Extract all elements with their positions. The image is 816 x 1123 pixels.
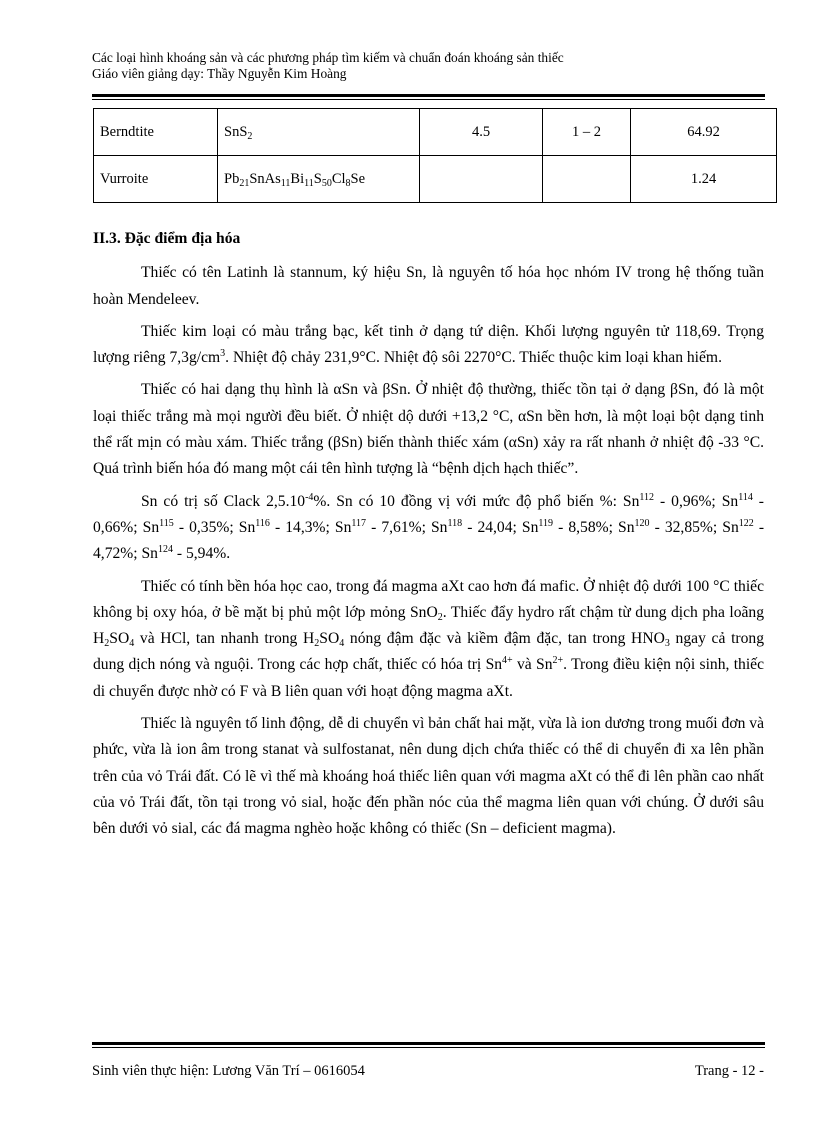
mineral-name-cell: Berndtite <box>94 109 218 156</box>
paragraph: Thiếc có tên Latinh là stannum, ký hiệu Sn, là nguyên tố hóa học nhóm IV trong hệ thống tuần hoàn Mendeleev. <box>93 264 764 308</box>
superscript: 122 <box>738 517 754 529</box>
minerals-table <box>93 108 777 203</box>
subscript: 21 <box>239 177 250 189</box>
table-row <box>94 109 777 156</box>
formula-cell: $Pb_{21}SnAs_{11}Bi_{11}S_{50}Cl_8Se$ <box>218 156 420 203</box>
subscript: 2 <box>247 130 253 142</box>
footer-author: Sinh viên thực hiện: Lương Văn Trí – 0616054 <box>92 1063 365 1079</box>
superscript: 119 <box>538 517 554 529</box>
header-rule-thin <box>92 99 765 100</box>
superscript: 2+ <box>552 655 564 667</box>
subscript: 2 <box>314 638 320 650</box>
superscript: 120 <box>634 517 650 529</box>
paragraph: Thiếc có tính bền hóa học cao, trong đá magma aXt cao hơn đá mafic. Ở nhiệt độ dưới 100 °C thiếc không bị oxy hóa, ở bề mặt bị phủ một lớp mỏng SnO$_2$. Thiếc đẩy hydro rất chậm từ dung dịch pha loãng $H_2SO_4$ và HCl, tan nhanh trong $H_2SO_4$ nóng đậm đặc và kiềm đậm đặc, tan trong $HNO_3$ ngay cả trong dung dịch nóng và nguội. Trong các hợp chất, thiếc có hóa trị $Sn^{4+}$ và $Sn^{2+}$. Trong điều kiện nội sinh, thiếc di chuyển được nhờ có F và B liên quan với hoạt động magma aXt. <box>93 577 765 700</box>
hardness-cell <box>420 156 543 203</box>
subscript: 50 <box>321 177 332 189</box>
superscript: 116 <box>255 517 270 529</box>
page-body <box>93 226 764 849</box>
superscript: 3 <box>220 348 226 360</box>
page-header <box>92 50 772 82</box>
superscript: 115 <box>159 517 174 529</box>
subscript: 3 <box>664 638 670 650</box>
footer-rule-thin <box>92 1047 765 1048</box>
section-title: II.3. Đặc điểm địa hóa <box>93 230 241 247</box>
paragraph: Thiếc là nguyên tố linh động, dễ di chuyển vì bản chất hai mặt, vừa là ion dương trong muối đơn và phức, vừa là ion âm trong stanat và sulfostanat, nên dung dịch chứa thiếc có thể di chuyển đi xa lên phần trên của vỏ Trái đất. Có lẽ vì thế mà khoáng hoá thiếc liên quan với magma aXt có thể đi lên phần cao nhất của vỏ Trái đất, tồn tại trong vỏ sial, hoặc đến phần nóc của thể magma liên quan với chúng. Ở dưới sâu bên dưới vỏ sial, các đá magma nghèo hoặc không có thiếc (Sn – deficient magma). <box>93 715 764 838</box>
superscript: 118 <box>447 517 463 529</box>
subscript: 4 <box>129 638 135 650</box>
subscript: 2 <box>437 611 443 623</box>
density-cell <box>543 156 631 203</box>
paragraph: Thiếc kim loại có màu trắng bạc, kết tinh ở dạng tứ diện. Khối lượng nguyên tử 118,69. Trọng lượng riêng $7,3g/cm^3$. Nhiệt độ chảy 231,9°C. Nhiệt độ sôi 2270°C. Thiếc thuộc kim loại khan hiếm. <box>93 322 764 367</box>
subscript: 11 <box>280 177 291 189</box>
density-cell: 1 – 2 <box>543 109 631 156</box>
table-row <box>94 156 777 203</box>
header-title: Các loại hình khoáng sản và các phương pháp tìm kiếm và chuẩn đoán khoáng sản thiếc <box>92 50 564 65</box>
superscript: 112 <box>639 491 655 503</box>
superscript: 124 <box>157 544 173 556</box>
footer-rule-thick <box>92 1042 765 1045</box>
formula-cell: SnS$_2$ <box>218 109 420 156</box>
superscript: 117 <box>351 517 367 529</box>
subscript: 8 <box>345 177 351 189</box>
subscript: 4 <box>339 638 345 650</box>
subscript: 11 <box>304 177 314 189</box>
page-number: Trang - 12 - <box>694 1063 764 1079</box>
percent-cell: 1.24 <box>631 156 777 203</box>
hardness-cell: 4.5 <box>420 109 543 156</box>
header-teacher: Giáo viên giảng dạy: Thầy Nguyễn Kim Hoàng <box>92 66 347 81</box>
superscript: 4+ <box>502 655 513 667</box>
paragraph: Thiếc có hai dạng thụ hình là αSn và βSn. Ở nhiệt độ thường, thiếc tồn tại ở dạng βSn, đó là một loại thiếc trắng mà mọi người đều biết. Ở nhiệt dộ dưới +13,2 °C, αSn bền hơn, là một loại bột dạng tinh thể rất mịn có màu xám. Thiếc trắng (βSn) biến thành thiếc xám (αSn) xảy ra rất nhanh ở nhiệt độ -33 °C. Quá trình biến hóa đó mang một cái tên hình tượng là “bệnh dịch hạch thiếc”. <box>93 381 764 478</box>
paragraph: Sn có trị số Clack $2,5.10^{-4}\%$. Sn có 10 đồng vị với mức độ phổ biến %: Sn$^{112}$ - 0,96%; Sn$^{114}$ - 0,66%; Sn$^{115}$ - 0,35%; Sn$^{116}$ - 14,3%; Sn$^{117}$ - 7,61%; Sn$^{118}$ - 24,04; Sn$^{119}$ - 8,58%; Sn$^{120}$ - 32,85%; Sn$^{122}$ - 4,72%; Sn$^{124}$ - 5,94%. <box>93 491 765 563</box>
mineral-name-cell: Vurroite <box>94 156 218 203</box>
header-rule-thick <box>92 94 765 97</box>
superscript: 114 <box>738 491 753 503</box>
superscript: -4 <box>305 491 314 503</box>
subscript: 2 <box>104 638 110 650</box>
percent-cell: 64.92 <box>631 109 777 156</box>
